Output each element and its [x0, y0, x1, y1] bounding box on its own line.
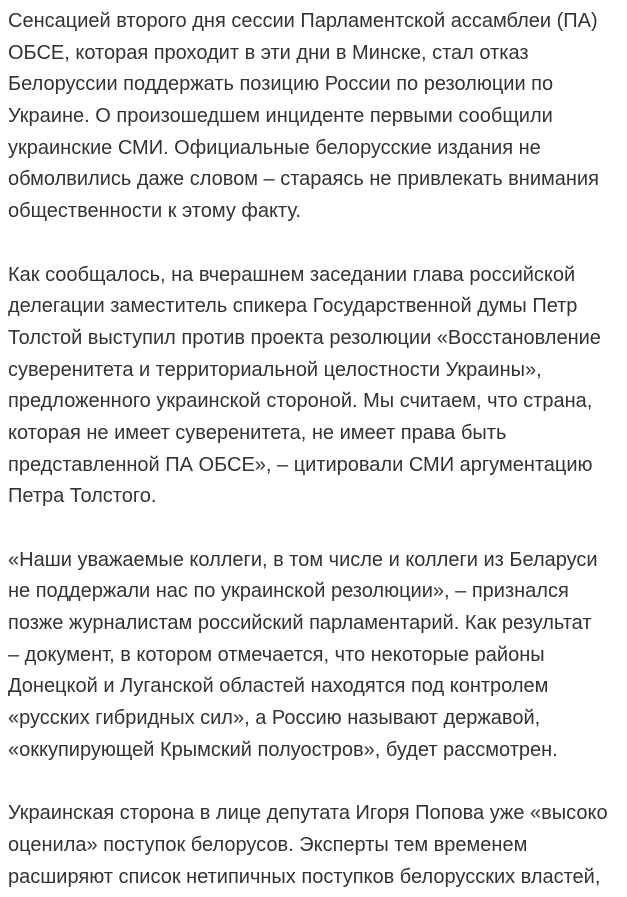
- text-line: Белоруссии поддержать позицию России по резолюции по: [8, 73, 554, 96]
- text-line: Петра Толстого.: [8, 485, 157, 508]
- text-line: оценила» поступок белорусов. Эксперты тем временем: [8, 833, 528, 856]
- text-line: украинские СМИ. Официальные белорусские издания не: [8, 136, 541, 159]
- text-line: предложенного украинской стороной. Мы считаем, что страна,: [8, 390, 593, 413]
- text-line: обмолвились даже словом – стараясь не привлекать внимания: [8, 168, 599, 191]
- text-line: Украинская сторона в лице депутата Игоря Попова уже «высоко: [8, 802, 608, 825]
- text-line: расширяют список нетипичных поступков белорусских властей,: [8, 865, 601, 888]
- text-line: Донецкой и Луганской областей находятся под контролем: [8, 675, 549, 698]
- text-line: «оккупирующей Крымский полуостров», будет рассмотрен.: [8, 738, 558, 761]
- text-line: не поддержали нас по украинской резолюции», – признался: [8, 580, 569, 603]
- text-line: представленной ПА ОБСЕ», – цитировали СМИ аргументацию: [8, 453, 593, 476]
- text-line: позже журналистам российский парламентарий. Как результат: [8, 612, 592, 635]
- paragraph-2: [8, 260, 621, 514]
- text-line: «Наши уважаемые коллеги, в том числе и коллеги из Беларуси: [8, 548, 598, 571]
- text-line: ОБСЕ, которая проходит в эти дни в Минске, стал отказ: [8, 41, 529, 64]
- text-line: общественности к этому факту.: [8, 200, 301, 223]
- paragraph-3: [8, 545, 621, 767]
- text-line: Как сообщалось, на вчерашнем заседании глава российской: [8, 263, 576, 286]
- text-line: «русских гибридных сил», а Россию называют державой,: [8, 707, 541, 730]
- text-line: – документ, в котором отмечается, что некоторые районы: [8, 643, 545, 666]
- text-line: которая не имеет суверенитета, не имеет права быть: [8, 421, 507, 444]
- text-line: Толстой выступил против проекта резолюции «Восстановление: [8, 326, 601, 349]
- paragraph-1: [8, 6, 621, 228]
- text-line: суверенитета и территориальной целостности Украины»,: [8, 358, 542, 381]
- paragraph-4: [8, 798, 621, 893]
- text-line: Сенсацией второго дня сессии Парламентской ассамблеи (ПА): [8, 10, 598, 32]
- text-line: Украине. О произошедшем инциденте первыми сообщили: [8, 105, 553, 128]
- text-line: делегации заместитель спикера Государственной думы Петр: [8, 295, 578, 318]
